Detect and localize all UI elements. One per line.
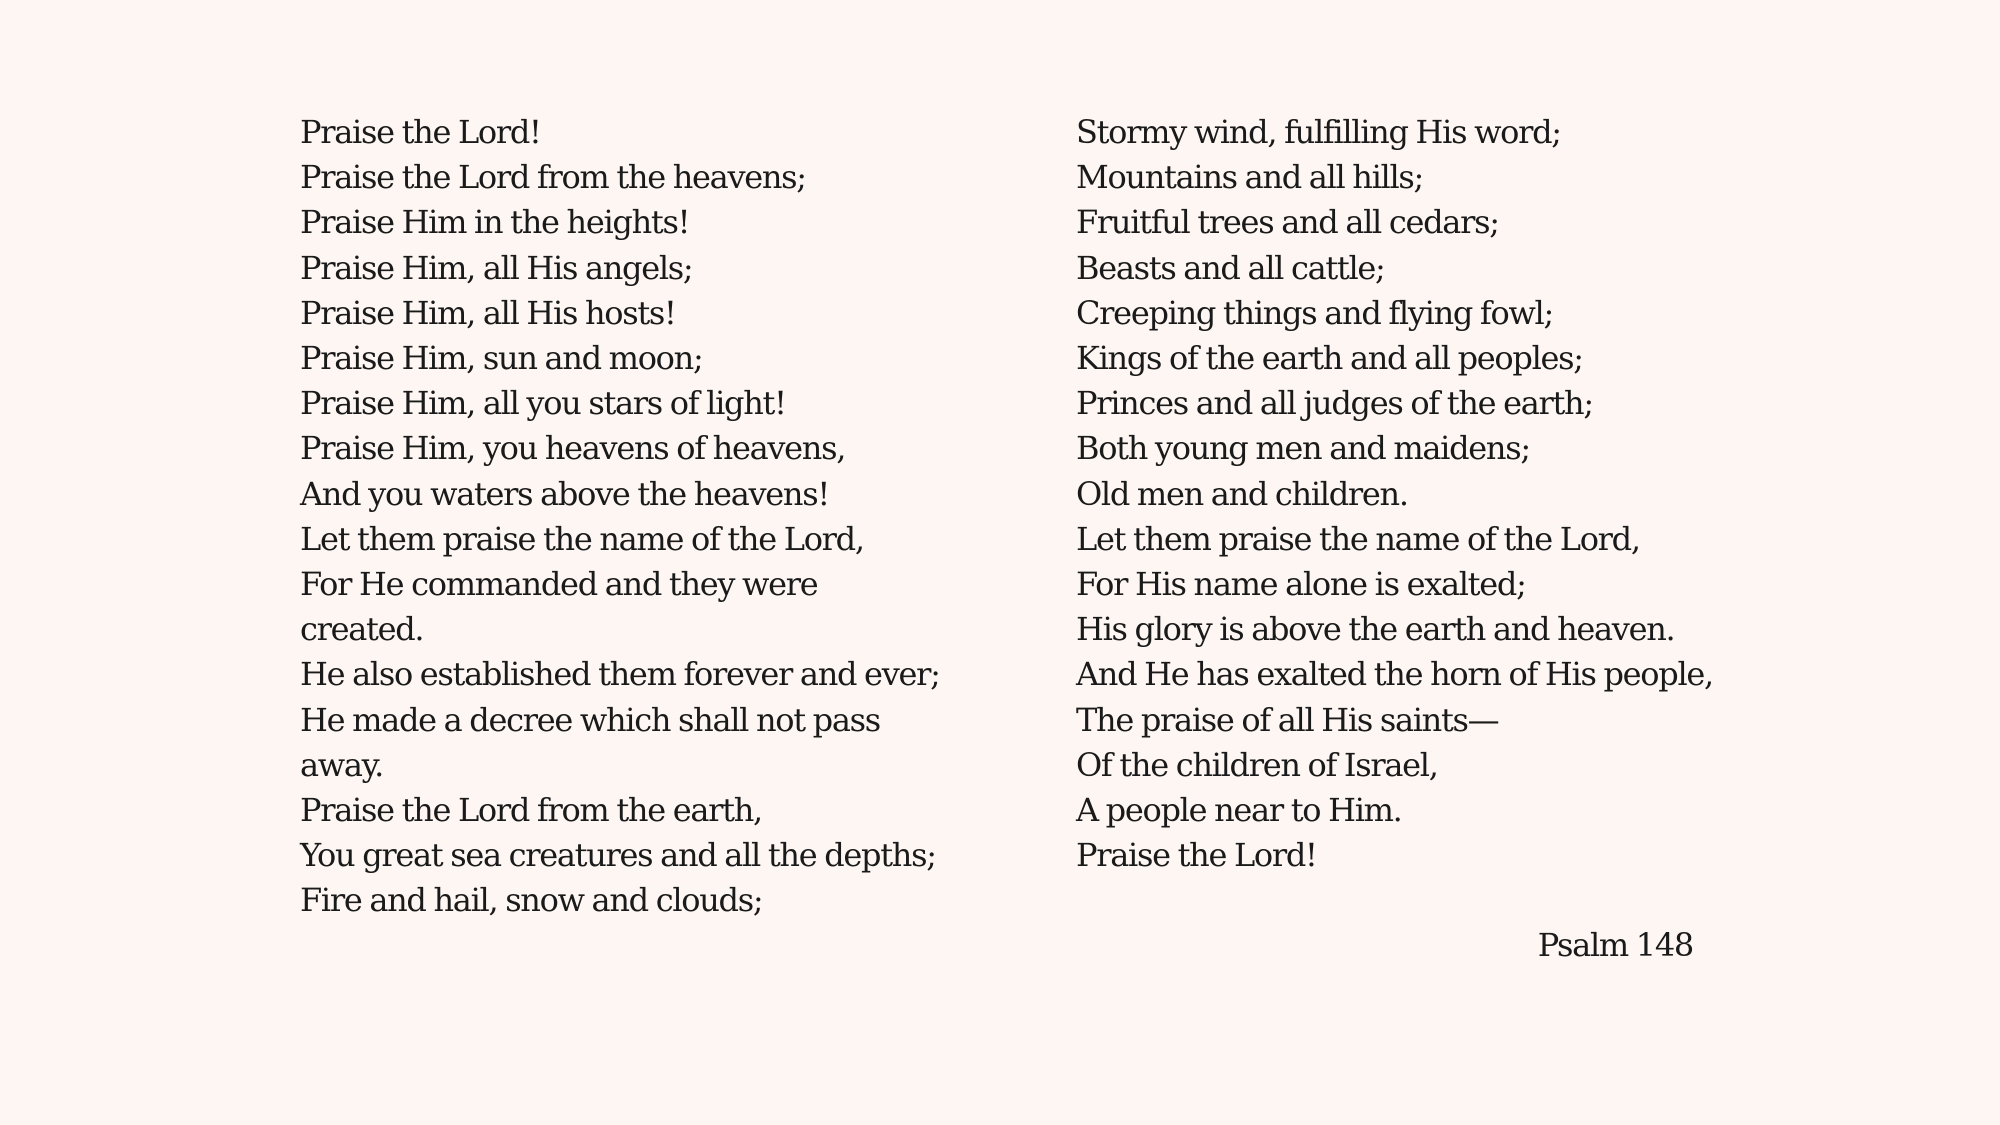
verse-line: Old men and children. (1076, 474, 1408, 513)
verse-line: A people near to Him. (1076, 791, 1402, 830)
verse-line: And you waters above the heavens! (300, 474, 829, 513)
verse-line: Praise the Lord! (300, 113, 541, 151)
verse-line: Both young men and maidens; (1076, 429, 1530, 468)
verse-line: For His name alone is exalted; (1076, 565, 1526, 604)
verse-line: Kings of the earth and all peoples; (1076, 339, 1583, 378)
verse-line: Let them praise the name of the Lord, (1076, 519, 1640, 558)
verse-line: Beasts and all cattle; (1076, 248, 1385, 287)
verse-line: Let them praise the name of the Lord, (300, 519, 864, 558)
verse-line: Praise the Lord from the heavens; (300, 158, 806, 197)
verse-line: Stormy wind, fulfilling His word; (1076, 113, 1561, 151)
left-verse-column (300, 110, 940, 924)
verse-line: Praise Him, sun and moon; (300, 339, 703, 378)
verse-line: Praise Him, all His angels; (300, 248, 693, 287)
verse-line: Princes and all judges of the earth; (1076, 384, 1593, 423)
verse-line: He made a decree which shall not pass away. (300, 700, 880, 784)
verse-line: Fruitful trees and all cedars; (1076, 203, 1499, 242)
verse-line: The praise of all His saints— (1076, 700, 1499, 739)
verse-line: His glory is above the earth and heaven. (1076, 610, 1675, 649)
verse-line: Praise Him, all you stars of light! (300, 384, 786, 423)
verse-line: You great sea creatures and all the depths; (300, 836, 936, 875)
verse-line: Praise Him, you heavens of heavens, (300, 429, 846, 468)
verse-line: Praise Him, all His hosts! (300, 293, 676, 332)
verse-line: Praise the Lord from the earth, (300, 791, 762, 830)
verse-line: For He commanded and they were created. (300, 565, 818, 649)
verse-line: Praise the Lord! (1076, 836, 1317, 875)
verse-line: Creeping things and flying fowl; (1076, 293, 1553, 332)
psalm-citation: Psalm 148 (1537, 926, 1693, 964)
verse-line: Of the children of Israel, (1076, 745, 1438, 784)
right-verse-column (1076, 110, 1756, 878)
verse-line: Fire and hail, snow and clouds; (300, 881, 763, 920)
verse-line: Praise Him in the heights! (300, 203, 690, 242)
verse-line: He also established them forever and ever; (300, 655, 940, 694)
verse-line: And He has exalted the horn of His people, (1076, 655, 1713, 694)
verse-line: Mountains and all hills; (1076, 158, 1424, 197)
